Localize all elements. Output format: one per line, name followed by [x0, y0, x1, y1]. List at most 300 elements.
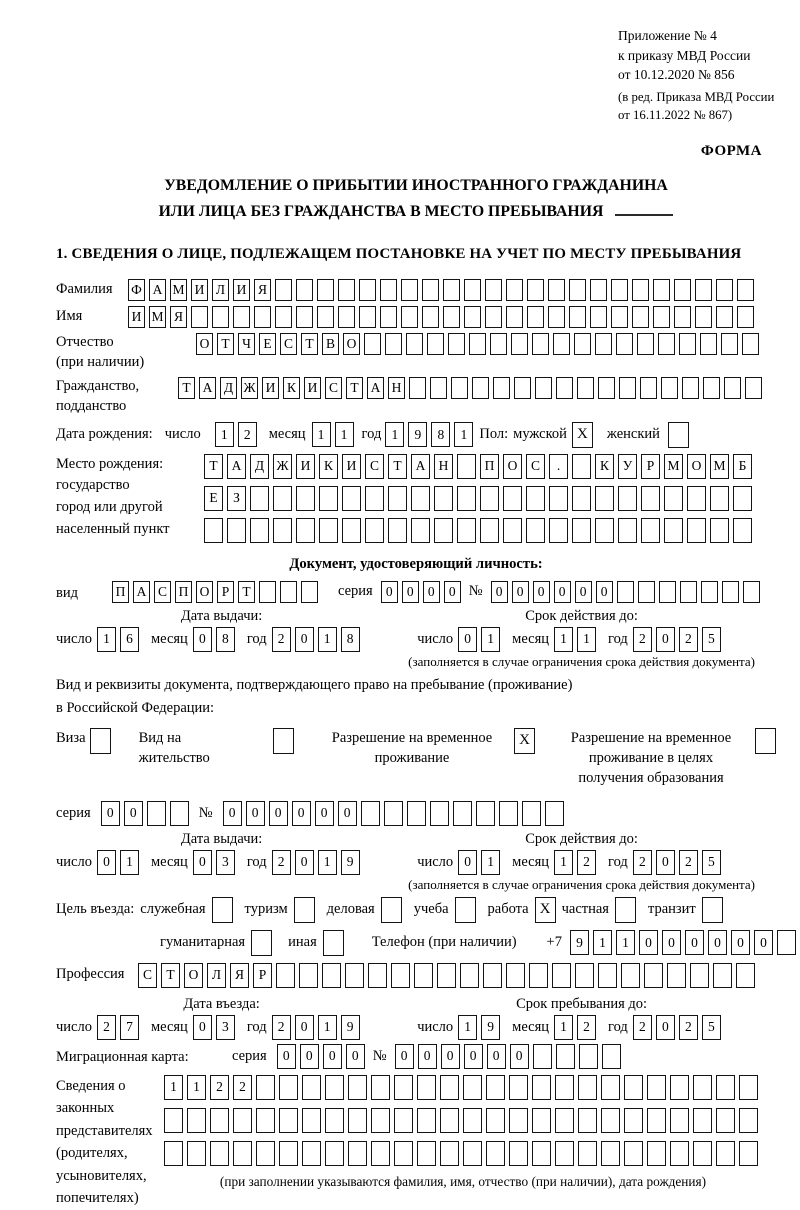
char-cell[interactable]: 0 [510, 1044, 529, 1069]
char-cell[interactable] [578, 1108, 597, 1133]
char-cell[interactable] [476, 801, 495, 826]
char-cell[interactable]: 0 [315, 801, 334, 826]
char-cell[interactable] [632, 306, 649, 328]
char-cell[interactable]: И [128, 306, 145, 328]
char-cell[interactable]: 0 [487, 1044, 506, 1069]
char-cell[interactable]: М [170, 279, 187, 301]
char-cell[interactable] [716, 1141, 735, 1166]
char-cell[interactable]: Я [230, 963, 249, 988]
char-cell[interactable] [590, 279, 607, 301]
char-cell[interactable]: С [526, 454, 545, 479]
char-cell[interactable] [572, 486, 591, 511]
char-cell[interactable] [422, 306, 439, 328]
purpose-transit-checkbox[interactable] [702, 897, 723, 923]
char-cell[interactable]: 8 [431, 422, 450, 447]
char-cell[interactable] [279, 1141, 298, 1166]
char-cell[interactable] [693, 1075, 712, 1100]
char-cell[interactable] [644, 963, 663, 988]
temp-permit-checkbox[interactable]: X [514, 728, 535, 754]
char-cell[interactable]: 0 [338, 801, 357, 826]
char-cell[interactable]: 0 [731, 930, 750, 955]
char-cell[interactable] [535, 377, 552, 399]
char-cell[interactable] [250, 518, 269, 543]
char-cell[interactable] [480, 518, 499, 543]
char-cell[interactable]: 2 [679, 1015, 698, 1040]
char-cell[interactable] [440, 1075, 459, 1100]
char-cell[interactable] [506, 963, 525, 988]
char-cell[interactable] [463, 1075, 482, 1100]
char-cell[interactable]: 2 [679, 627, 698, 652]
char-cell[interactable]: 1 [164, 1075, 183, 1100]
char-cell[interactable] [716, 279, 733, 301]
char-cell[interactable]: 9 [408, 422, 427, 447]
char-cell[interactable] [549, 486, 568, 511]
char-cell[interactable] [511, 333, 528, 355]
char-cell[interactable] [522, 801, 541, 826]
char-cell[interactable]: И [233, 279, 250, 301]
char-cell[interactable]: 0 [246, 801, 265, 826]
char-cell[interactable] [187, 1141, 206, 1166]
char-cell[interactable] [317, 279, 334, 301]
char-cell[interactable] [503, 486, 522, 511]
char-cell[interactable] [737, 306, 754, 328]
char-cell[interactable] [509, 1108, 528, 1133]
char-cell[interactable] [275, 306, 292, 328]
char-cell[interactable]: Н [434, 454, 453, 479]
char-cell[interactable] [364, 333, 381, 355]
char-cell[interactable]: 5 [702, 627, 721, 652]
char-cell[interactable] [227, 518, 246, 543]
char-cell[interactable] [499, 801, 518, 826]
char-cell[interactable] [401, 306, 418, 328]
char-cell[interactable] [533, 1044, 552, 1069]
char-cell[interactable] [595, 518, 614, 543]
char-cell[interactable] [624, 1141, 643, 1166]
char-cell[interactable] [394, 1141, 413, 1166]
char-cell[interactable] [572, 454, 591, 479]
char-cell[interactable]: 0 [444, 581, 461, 603]
char-cell[interactable]: 2 [233, 1075, 252, 1100]
char-cell[interactable]: 0 [101, 801, 120, 826]
char-cell[interactable] [463, 1108, 482, 1133]
char-cell[interactable] [394, 1075, 413, 1100]
purpose-tourism-checkbox[interactable] [294, 897, 315, 923]
char-cell[interactable]: Т [204, 454, 223, 479]
char-cell[interactable]: Я [254, 279, 271, 301]
char-cell[interactable]: М [664, 454, 683, 479]
char-cell[interactable]: О [196, 581, 213, 603]
char-cell[interactable] [443, 306, 460, 328]
char-cell[interactable]: И [191, 279, 208, 301]
char-cell[interactable]: 9 [481, 1015, 500, 1040]
char-cell[interactable] [256, 1108, 275, 1133]
char-cell[interactable] [187, 1108, 206, 1133]
char-cell[interactable]: И [262, 377, 279, 399]
char-cell[interactable]: 2 [238, 422, 257, 447]
char-cell[interactable] [233, 1108, 252, 1133]
char-cell[interactable]: 2 [577, 850, 596, 875]
char-cell[interactable] [647, 1141, 666, 1166]
char-cell[interactable]: П [175, 581, 192, 603]
char-cell[interactable] [371, 1141, 390, 1166]
char-cell[interactable] [703, 377, 720, 399]
char-cell[interactable] [619, 377, 636, 399]
char-cell[interactable] [670, 1075, 689, 1100]
char-cell[interactable] [658, 333, 675, 355]
char-cell[interactable] [464, 279, 481, 301]
char-cell[interactable] [191, 306, 208, 328]
char-cell[interactable] [736, 963, 755, 988]
char-cell[interactable]: 0 [708, 930, 727, 955]
char-cell[interactable] [532, 1108, 551, 1133]
char-cell[interactable]: 1 [318, 1015, 337, 1040]
char-cell[interactable]: С [154, 581, 171, 603]
char-cell[interactable]: Е [204, 486, 223, 511]
char-cell[interactable] [680, 581, 697, 603]
char-cell[interactable] [434, 518, 453, 543]
char-cell[interactable] [611, 306, 628, 328]
char-cell[interactable]: Д [250, 454, 269, 479]
char-cell[interactable]: 1 [616, 930, 635, 955]
char-cell[interactable] [679, 333, 696, 355]
char-cell[interactable]: Л [212, 279, 229, 301]
char-cell[interactable] [701, 581, 718, 603]
char-cell[interactable]: 2 [210, 1075, 229, 1100]
char-cell[interactable]: 0 [491, 581, 508, 603]
char-cell[interactable] [414, 963, 433, 988]
char-cell[interactable] [440, 1141, 459, 1166]
char-cell[interactable]: 0 [300, 1044, 319, 1069]
char-cell[interactable] [417, 1075, 436, 1100]
char-cell[interactable] [359, 306, 376, 328]
char-cell[interactable] [434, 486, 453, 511]
char-cell[interactable]: 0 [292, 801, 311, 826]
char-cell[interactable]: О [196, 333, 213, 355]
char-cell[interactable]: 0 [512, 581, 529, 603]
char-cell[interactable] [453, 801, 472, 826]
char-cell[interactable] [532, 1075, 551, 1100]
char-cell[interactable] [480, 486, 499, 511]
char-cell[interactable] [667, 963, 686, 988]
char-cell[interactable] [233, 1141, 252, 1166]
char-cell[interactable] [695, 279, 712, 301]
char-cell[interactable]: 0 [423, 581, 440, 603]
char-cell[interactable] [674, 306, 691, 328]
char-cell[interactable] [440, 1108, 459, 1133]
char-cell[interactable] [745, 377, 762, 399]
char-cell[interactable]: 9 [341, 1015, 360, 1040]
char-cell[interactable] [368, 963, 387, 988]
char-cell[interactable]: 0 [295, 627, 314, 652]
char-cell[interactable] [457, 518, 476, 543]
char-cell[interactable] [342, 518, 361, 543]
char-cell[interactable] [296, 306, 313, 328]
char-cell[interactable]: 2 [679, 850, 698, 875]
char-cell[interactable] [716, 1075, 735, 1100]
char-cell[interactable] [204, 518, 223, 543]
char-cell[interactable]: 2 [633, 627, 652, 652]
char-cell[interactable] [569, 279, 586, 301]
char-cell[interactable] [164, 1108, 183, 1133]
char-cell[interactable] [210, 1108, 229, 1133]
char-cell[interactable]: 2 [272, 1015, 291, 1040]
char-cell[interactable]: 1 [318, 627, 337, 652]
char-cell[interactable]: Т [238, 581, 255, 603]
char-cell[interactable] [371, 1075, 390, 1100]
char-cell[interactable]: 0 [346, 1044, 365, 1069]
char-cell[interactable]: Т [388, 454, 407, 479]
char-cell[interactable]: Б [733, 454, 752, 479]
char-cell[interactable] [371, 1108, 390, 1133]
char-cell[interactable]: 0 [193, 1015, 212, 1040]
edu-permit-checkbox[interactable] [755, 728, 776, 754]
char-cell[interactable] [611, 279, 628, 301]
char-cell[interactable] [700, 333, 717, 355]
char-cell[interactable] [273, 518, 292, 543]
char-cell[interactable] [595, 333, 612, 355]
char-cell[interactable] [338, 279, 355, 301]
char-cell[interactable]: 5 [702, 1015, 721, 1040]
char-cell[interactable] [733, 486, 752, 511]
char-cell[interactable] [273, 486, 292, 511]
char-cell[interactable]: Р [641, 454, 660, 479]
char-cell[interactable] [682, 377, 699, 399]
char-cell[interactable] [647, 1075, 666, 1100]
char-cell[interactable] [737, 279, 754, 301]
char-cell[interactable]: 0 [193, 850, 212, 875]
char-cell[interactable] [710, 518, 729, 543]
char-cell[interactable]: 0 [124, 801, 143, 826]
char-cell[interactable]: 0 [441, 1044, 460, 1069]
char-cell[interactable] [256, 1075, 275, 1100]
char-cell[interactable] [485, 306, 502, 328]
char-cell[interactable] [670, 1108, 689, 1133]
char-cell[interactable] [548, 306, 565, 328]
char-cell[interactable] [506, 279, 523, 301]
char-cell[interactable] [739, 1075, 758, 1100]
char-cell[interactable] [664, 518, 683, 543]
char-cell[interactable] [653, 279, 670, 301]
purpose-official-checkbox[interactable] [212, 897, 233, 923]
char-cell[interactable]: 0 [662, 930, 681, 955]
char-cell[interactable] [212, 306, 229, 328]
char-cell[interactable]: 0 [458, 850, 477, 875]
char-cell[interactable]: 2 [97, 1015, 116, 1040]
char-cell[interactable]: 2 [633, 850, 652, 875]
char-cell[interactable]: 0 [395, 1044, 414, 1069]
char-cell[interactable] [233, 306, 250, 328]
char-cell[interactable]: 0 [402, 581, 419, 603]
char-cell[interactable] [739, 1141, 758, 1166]
char-cell[interactable]: С [365, 454, 384, 479]
char-cell[interactable]: О [184, 963, 203, 988]
char-cell[interactable]: 3 [216, 850, 235, 875]
char-cell[interactable] [739, 1108, 758, 1133]
char-cell[interactable] [710, 486, 729, 511]
char-cell[interactable] [670, 1141, 689, 1166]
char-cell[interactable]: 9 [570, 930, 589, 955]
char-cell[interactable] [529, 963, 548, 988]
char-cell[interactable]: З [227, 486, 246, 511]
char-cell[interactable]: У [618, 454, 637, 479]
char-cell[interactable]: 1 [215, 422, 234, 447]
char-cell[interactable] [427, 333, 444, 355]
char-cell[interactable] [472, 377, 489, 399]
char-cell[interactable]: 5 [702, 850, 721, 875]
char-cell[interactable]: 0 [269, 801, 288, 826]
char-cell[interactable] [618, 486, 637, 511]
char-cell[interactable] [210, 1141, 229, 1166]
char-cell[interactable]: О [503, 454, 522, 479]
char-cell[interactable]: Ч [238, 333, 255, 355]
char-cell[interactable]: Я [170, 306, 187, 328]
char-cell[interactable]: М [149, 306, 166, 328]
char-cell[interactable]: 0 [656, 850, 675, 875]
purpose-other-checkbox[interactable] [323, 930, 344, 956]
char-cell[interactable] [430, 377, 447, 399]
char-cell[interactable] [457, 454, 476, 479]
char-cell[interactable]: 0 [639, 930, 658, 955]
char-cell[interactable] [578, 1075, 597, 1100]
purpose-study-checkbox[interactable] [455, 897, 476, 923]
char-cell[interactable] [624, 1075, 643, 1100]
char-cell[interactable]: Т [301, 333, 318, 355]
char-cell[interactable] [733, 518, 752, 543]
char-cell[interactable] [417, 1141, 436, 1166]
char-cell[interactable] [664, 486, 683, 511]
char-cell[interactable] [394, 1108, 413, 1133]
char-cell[interactable] [532, 333, 549, 355]
char-cell[interactable] [616, 333, 633, 355]
char-cell[interactable] [338, 306, 355, 328]
purpose-work-checkbox[interactable]: X [535, 897, 556, 923]
char-cell[interactable]: 0 [554, 581, 571, 603]
char-cell[interactable]: Р [253, 963, 272, 988]
char-cell[interactable] [250, 486, 269, 511]
char-cell[interactable] [632, 279, 649, 301]
char-cell[interactable] [695, 306, 712, 328]
char-cell[interactable]: О [687, 454, 706, 479]
char-cell[interactable] [653, 306, 670, 328]
char-cell[interactable] [724, 377, 741, 399]
char-cell[interactable]: 0 [323, 1044, 342, 1069]
char-cell[interactable] [443, 279, 460, 301]
char-cell[interactable] [722, 581, 739, 603]
char-cell[interactable] [602, 1044, 621, 1069]
char-cell[interactable] [275, 279, 292, 301]
char-cell[interactable] [577, 377, 594, 399]
char-cell[interactable] [301, 581, 318, 603]
char-cell[interactable]: 1 [385, 422, 404, 447]
char-cell[interactable]: А [149, 279, 166, 301]
char-cell[interactable] [549, 518, 568, 543]
char-cell[interactable]: 0 [295, 850, 314, 875]
char-cell[interactable] [556, 377, 573, 399]
char-cell[interactable] [553, 333, 570, 355]
char-cell[interactable] [532, 1141, 551, 1166]
char-cell[interactable] [545, 801, 564, 826]
char-cell[interactable] [661, 377, 678, 399]
char-cell[interactable]: И [342, 454, 361, 479]
char-cell[interactable]: А [133, 581, 150, 603]
char-cell[interactable] [417, 1108, 436, 1133]
char-cell[interactable] [601, 1141, 620, 1166]
char-cell[interactable]: Е [259, 333, 276, 355]
char-cell[interactable]: Н [388, 377, 405, 399]
char-cell[interactable] [601, 1075, 620, 1100]
char-cell[interactable]: . [549, 454, 568, 479]
char-cell[interactable] [380, 306, 397, 328]
char-cell[interactable] [777, 930, 796, 955]
char-cell[interactable]: П [112, 581, 129, 603]
char-cell[interactable] [713, 963, 732, 988]
char-cell[interactable] [409, 377, 426, 399]
char-cell[interactable] [384, 801, 403, 826]
residence-permit-checkbox[interactable] [273, 728, 294, 754]
char-cell[interactable] [555, 1108, 574, 1133]
char-cell[interactable]: 8 [341, 627, 360, 652]
purpose-humanitarian-checkbox[interactable] [251, 930, 272, 956]
char-cell[interactable] [687, 518, 706, 543]
char-cell[interactable]: 1 [458, 1015, 477, 1040]
char-cell[interactable] [659, 581, 676, 603]
char-cell[interactable] [624, 1108, 643, 1133]
char-cell[interactable] [569, 306, 586, 328]
char-cell[interactable] [509, 1141, 528, 1166]
char-cell[interactable] [483, 963, 502, 988]
char-cell[interactable] [490, 333, 507, 355]
char-cell[interactable] [296, 486, 315, 511]
char-cell[interactable] [361, 801, 380, 826]
char-cell[interactable] [579, 1044, 598, 1069]
char-cell[interactable] [296, 279, 313, 301]
char-cell[interactable] [348, 1075, 367, 1100]
char-cell[interactable]: 0 [97, 850, 116, 875]
char-cell[interactable]: 0 [464, 1044, 483, 1069]
char-cell[interactable] [319, 486, 338, 511]
char-cell[interactable] [280, 581, 297, 603]
char-cell[interactable] [319, 518, 338, 543]
char-cell[interactable] [598, 377, 615, 399]
char-cell[interactable]: Ж [273, 454, 292, 479]
char-cell[interactable] [457, 486, 476, 511]
char-cell[interactable] [617, 581, 634, 603]
char-cell[interactable] [359, 279, 376, 301]
char-cell[interactable]: 1 [187, 1075, 206, 1100]
sex-male-checkbox[interactable]: X [572, 422, 593, 448]
char-cell[interactable]: И [296, 454, 315, 479]
char-cell[interactable] [527, 306, 544, 328]
char-cell[interactable] [437, 963, 456, 988]
char-cell[interactable]: 1 [481, 627, 500, 652]
char-cell[interactable]: 1 [454, 422, 473, 447]
char-cell[interactable]: 1 [577, 627, 596, 652]
char-cell[interactable] [690, 963, 709, 988]
char-cell[interactable]: 0 [458, 627, 477, 652]
char-cell[interactable] [618, 518, 637, 543]
char-cell[interactable] [548, 279, 565, 301]
char-cell[interactable] [526, 486, 545, 511]
char-cell[interactable] [493, 377, 510, 399]
char-cell[interactable] [514, 377, 531, 399]
char-cell[interactable]: 0 [381, 581, 398, 603]
char-cell[interactable] [325, 1141, 344, 1166]
char-cell[interactable] [348, 1141, 367, 1166]
char-cell[interactable] [486, 1075, 505, 1100]
char-cell[interactable]: И [304, 377, 321, 399]
char-cell[interactable]: К [283, 377, 300, 399]
char-cell[interactable]: Л [207, 963, 226, 988]
